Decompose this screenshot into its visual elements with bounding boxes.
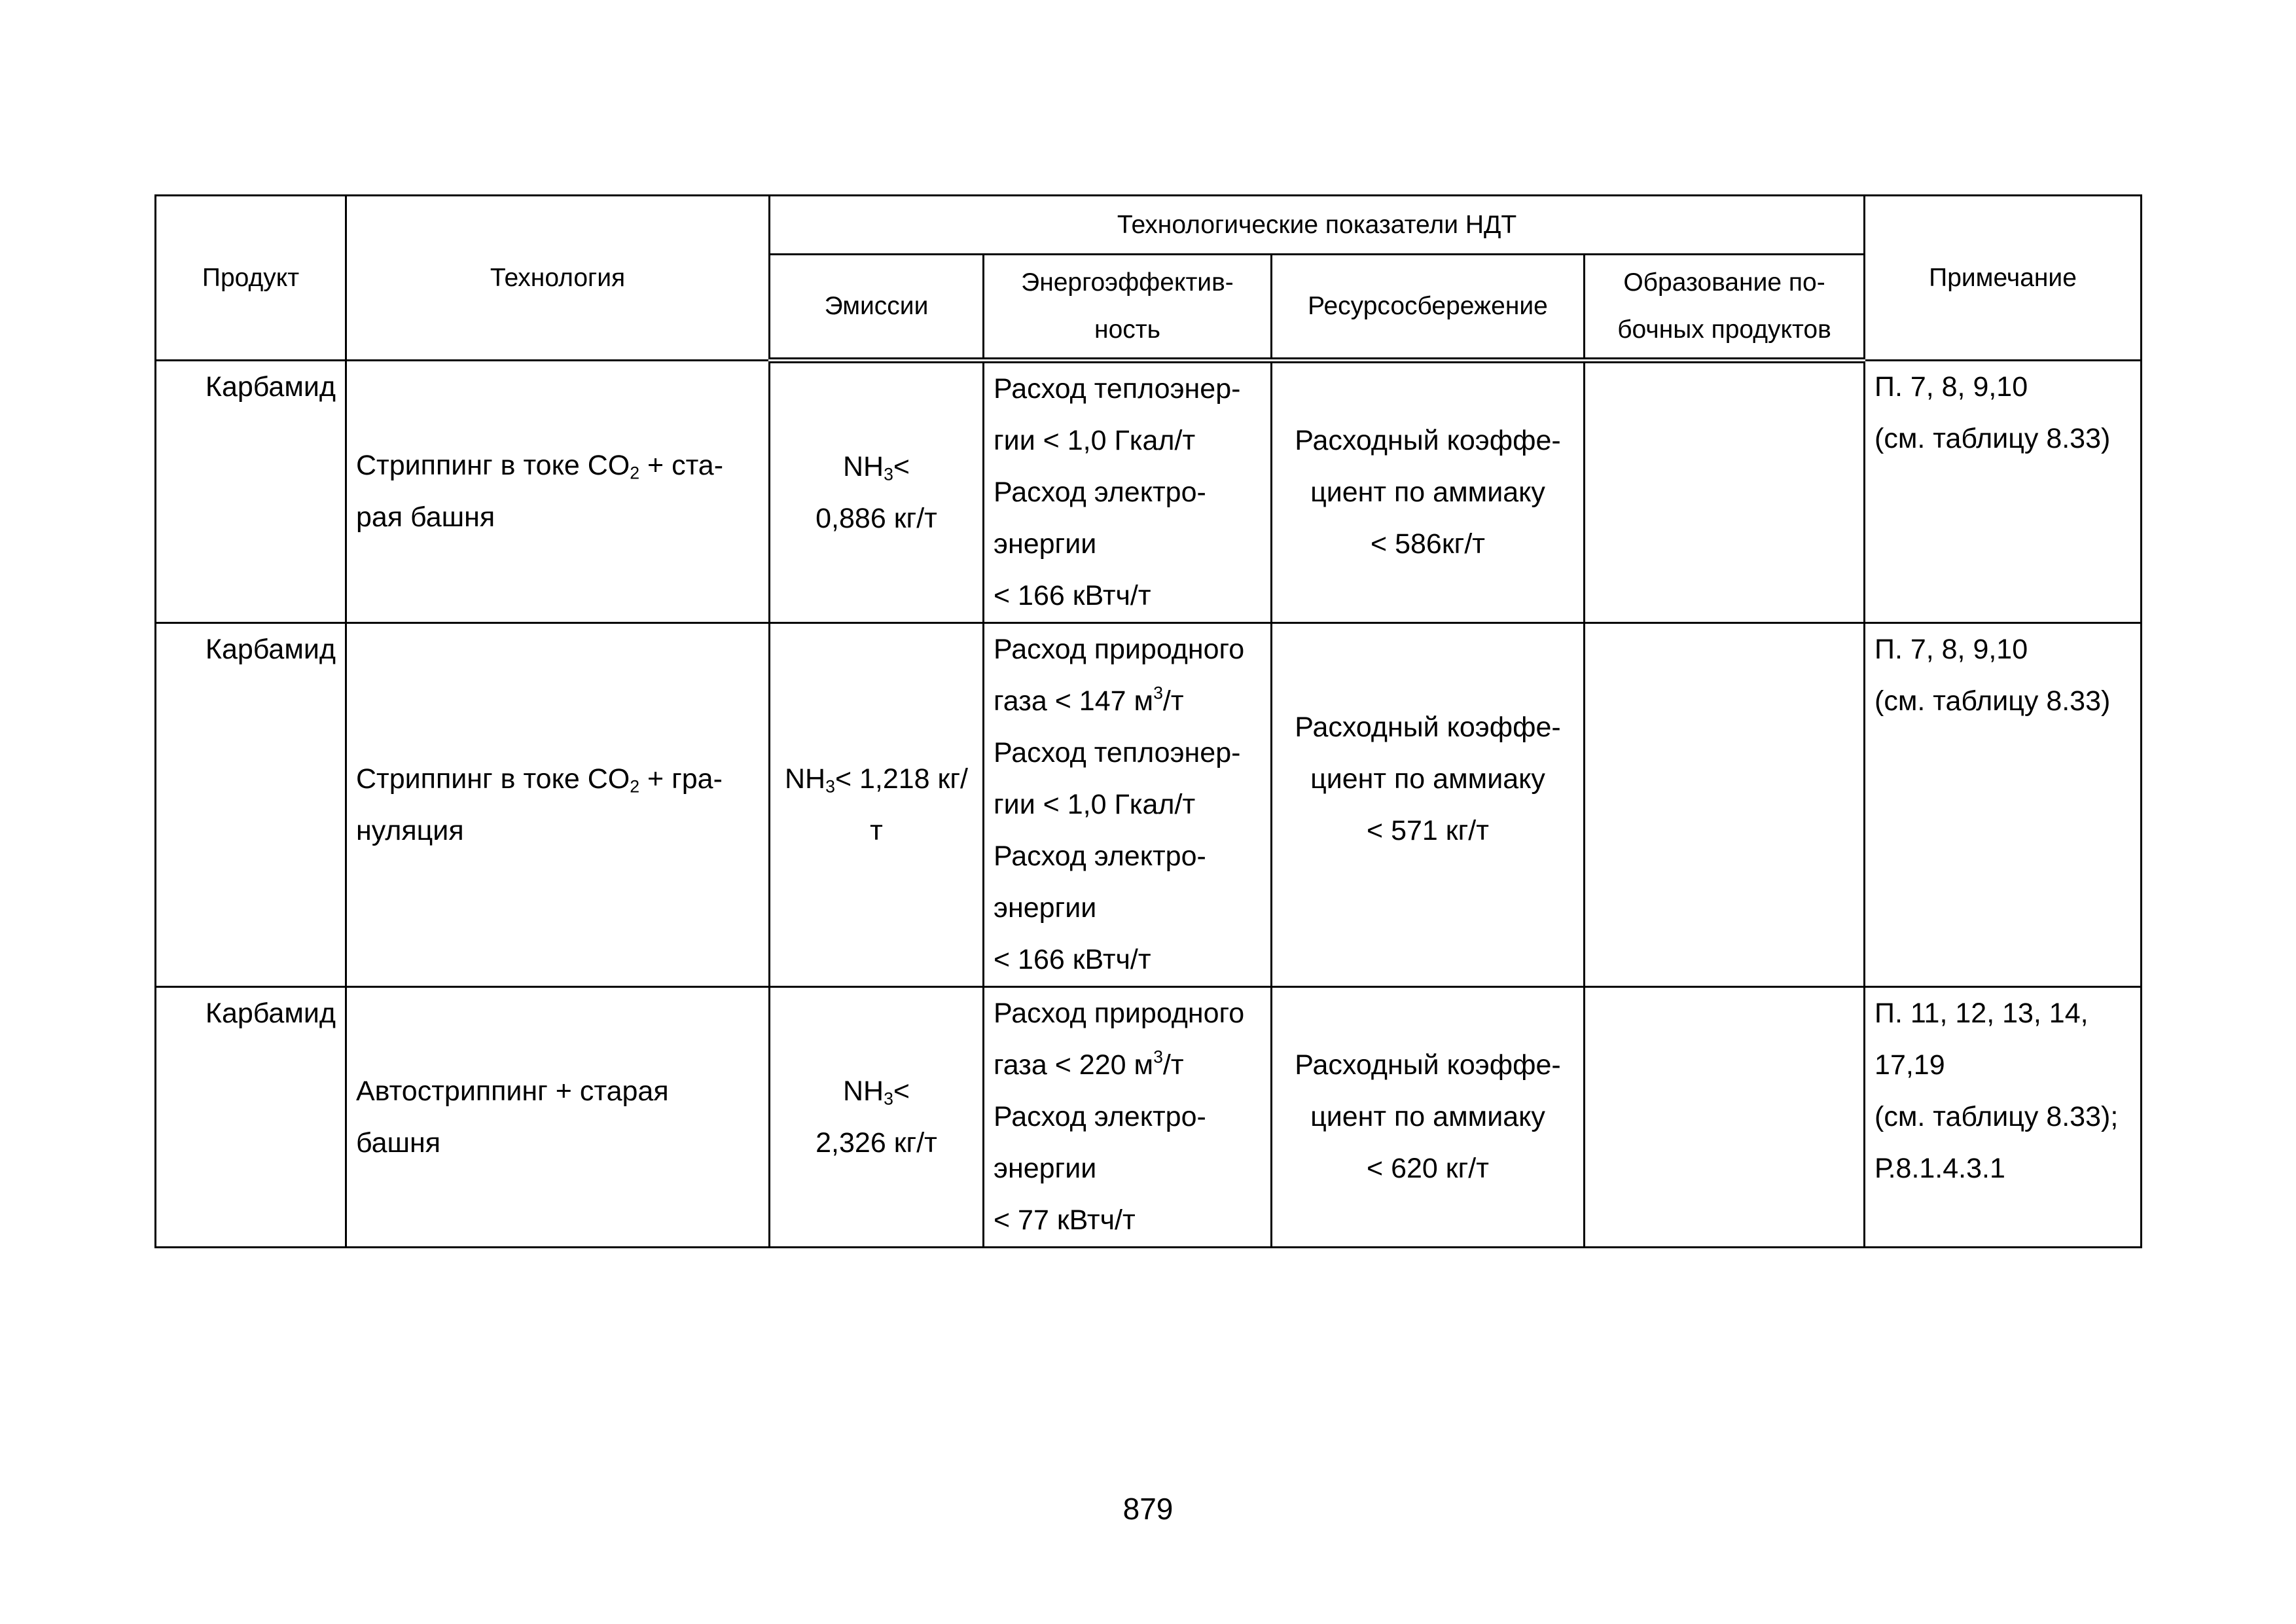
cell-line: башня <box>356 1127 441 1159</box>
cell-line: 0,886 кг/т <box>816 502 937 534</box>
cell-line: энергии <box>994 892 1097 924</box>
cell-technology <box>346 361 770 623</box>
cell-line: Расход электро- <box>994 840 1206 872</box>
cell-line: $NH_3< 1,218$ кг/ <box>785 763 968 797</box>
table-row <box>156 361 2142 623</box>
header-bat-indicators: Технологические показатели НДТ <box>770 196 1865 255</box>
cell-line: Р.8.1.4.3.1 <box>1874 1153 2005 1184</box>
cell-line: (см. таблицу 8.33) <box>1874 423 2111 454</box>
cell-line: Расходный коэффе- <box>1295 711 1561 743</box>
cell-resource-saving <box>1272 623 1585 987</box>
cell-line: циент по аммиаку <box>1310 1101 1545 1132</box>
cell-energy-efficiency <box>984 987 1272 1248</box>
cell-line: Расходный коэффе- <box>1295 1049 1561 1081</box>
cell-byproducts <box>1585 623 1865 987</box>
header-product: Продукт <box>156 196 346 361</box>
cell-line: нуляция <box>356 814 464 846</box>
cell-line: 17,19 <box>1874 1049 1945 1081</box>
cell-line: гии < 1,0 Гкал/т <box>994 425 1196 456</box>
cell-note <box>1865 623 2142 987</box>
cell-line: П. 7, 8, 9,10 <box>1874 634 2028 665</box>
cell-line: $NH_3<$ <box>842 1075 910 1109</box>
cell-line: Стриппинг в токе $CO_2 + ста-$ <box>356 450 724 483</box>
header-byproducts <box>1585 255 1865 361</box>
cell-line: Расход электро- <box>994 1101 1206 1132</box>
cell-line: (см. таблицу 8.33) <box>1874 685 2111 717</box>
bat-indicators-table <box>154 194 2142 1248</box>
cell-line: циент по аммиаку <box>1310 763 1545 795</box>
cell-line: < 77 кВтч/т <box>994 1204 1136 1236</box>
cell-product: Карбамид <box>156 361 346 623</box>
header-byproducts-line: Образование по- <box>1623 268 1825 297</box>
cell-product: Карбамид <box>156 623 346 987</box>
cell-line: циент по аммиаку <box>1310 477 1545 508</box>
header-technology: Технология <box>346 196 770 361</box>
cell-line: П. 11, 12, 13, 14, <box>1874 998 2089 1029</box>
cell-line: Расход теплоэнер- <box>994 737 1241 768</box>
cell-line: Стриппинг в токе $CO_2 + гра-$ <box>356 763 723 797</box>
cell-energy-efficiency <box>984 361 1272 623</box>
header-energy-line: ность <box>1094 316 1160 344</box>
header-energy-efficiency <box>984 255 1272 361</box>
cell-line: Расходный коэффе- <box>1295 425 1561 456</box>
cell-line: газа < 147 $м^3/т$ <box>994 683 1184 717</box>
header-resource-saving: Ресурсосбережение <box>1272 255 1585 361</box>
cell-line: $NH_3<$ <box>842 450 910 484</box>
cell-line: < 166 кВтч/т <box>994 580 1151 611</box>
header-energy-line: Энергоэффектив- <box>1021 268 1234 297</box>
header-emissions: Эмиссии <box>770 255 984 361</box>
cell-line: энергии <box>994 1153 1097 1184</box>
cell-line: < 571 кг/т <box>1367 814 1489 846</box>
cell-note <box>1865 987 2142 1248</box>
cell-line: < 586кг/т <box>1371 528 1485 560</box>
cell-product: Карбамид <box>156 987 346 1248</box>
header-byproducts-line: бочных продуктов <box>1617 316 1831 344</box>
cell-note <box>1865 361 2142 623</box>
cell-line: 2,326 кг/т <box>816 1127 937 1159</box>
cell-resource-saving <box>1272 361 1585 623</box>
cell-emissions <box>770 361 984 623</box>
cell-line: гии < 1,0 Гкал/т <box>994 789 1196 820</box>
table-body <box>156 361 2142 1248</box>
cell-energy-efficiency <box>984 623 1272 987</box>
table-row <box>156 623 2142 987</box>
cell-line: энергии <box>994 528 1097 560</box>
table-header <box>156 196 2142 361</box>
cell-line: газа < 220 $м^3/т$ <box>994 1047 1184 1081</box>
cell-line: т <box>870 814 883 846</box>
cell-line: Расход природного <box>994 634 1245 665</box>
header-note: Примечание <box>1865 196 2142 361</box>
cell-line: Расход природного <box>994 998 1245 1029</box>
cell-line: Расход электро- <box>994 477 1206 508</box>
cell-byproducts <box>1585 987 1865 1248</box>
cell-technology <box>346 987 770 1248</box>
cell-line: (см. таблицу 8.33); <box>1874 1101 2119 1132</box>
cell-line: < 620 кг/т <box>1367 1153 1489 1184</box>
cell-line: Автостриппинг + старая <box>356 1075 669 1107</box>
cell-emissions <box>770 987 984 1248</box>
cell-resource-saving <box>1272 987 1585 1248</box>
cell-line: Расход теплоэнер- <box>994 373 1241 405</box>
cell-line: рая башня <box>356 501 495 533</box>
table-row <box>156 987 2142 1248</box>
cell-line: П. 7, 8, 9,10 <box>1874 371 2028 403</box>
page-number: 879 <box>1122 1492 1174 1526</box>
cell-line: < 166 кВтч/т <box>994 944 1151 975</box>
cell-technology <box>346 623 770 987</box>
cell-emissions <box>770 623 984 987</box>
cell-byproducts <box>1585 361 1865 623</box>
